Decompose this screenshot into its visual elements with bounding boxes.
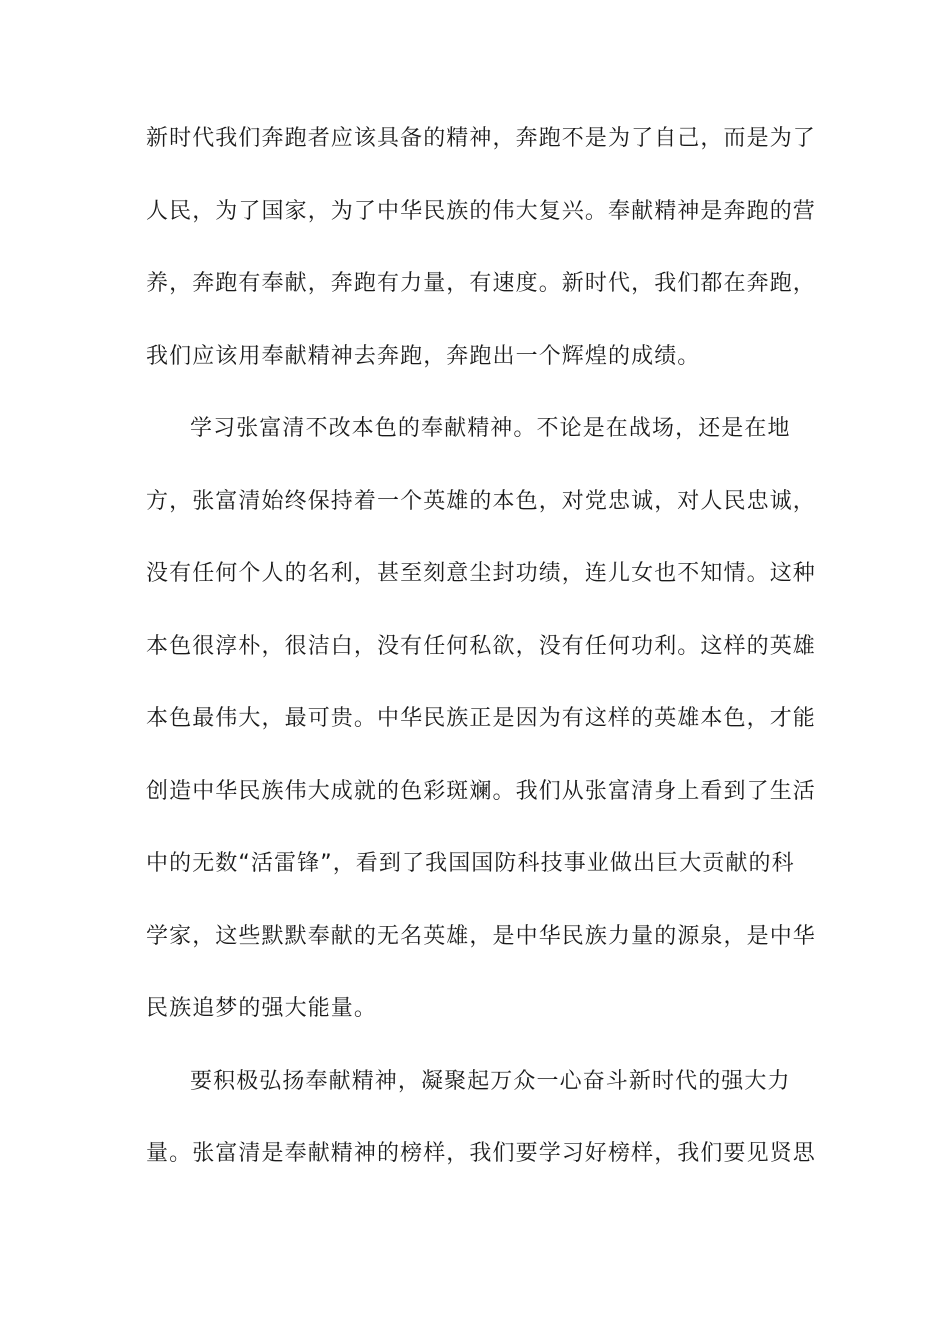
text-line: 没有任何个人的名利，甚至刻意尘封功绩，连儿女也不知情。这种 xyxy=(146,561,816,586)
text-line: 本色很淳朴，很洁白，没有任何私欲，没有任何功利。这样的英雄 xyxy=(146,633,816,659)
paragraph-first-line: 要积极弘扬奉献精神，凝聚起万众一心奋斗新时代的强大力 xyxy=(190,1068,791,1094)
text-line: 本色最伟大，最可贵。中华民族正是因为有这样的英雄本色，才能 xyxy=(146,706,816,731)
paragraph-first-line: 学习张富清不改本色的奉献精神。不论是在战场，还是在地 xyxy=(190,416,791,441)
text-line: 人民，为了国家，为了中华民族的伟大复兴。奉献精神是奔跑的营 xyxy=(146,198,816,224)
text-line: 学家，这些默默奉献的无名英雄，是中华民族力量的源泉，是中华 xyxy=(146,923,816,949)
text-line: 方，张富清始终保持着一个英雄的本色，对党忠诚，对人民忠诚， xyxy=(146,488,816,514)
text-line: 养，奔跑有奉献，奔跑有力量，有速度。新时代，我们都在奔跑， xyxy=(146,271,816,296)
text-line: 创造中华民族伟大成就的色彩斑斓。我们从张富清身上看到了生活 xyxy=(146,778,816,804)
text-line: 中的无数“活雷锋”，看到了我国国防科技事业做出巨大贡献的科 xyxy=(146,851,795,876)
text-line: 民族追梦的强大能量。 xyxy=(146,996,378,1021)
text-line: 我们应该用奉献精神去奔跑，奔跑出一个辉煌的成绩。 xyxy=(146,343,701,369)
text-line: 新时代我们奔跑者应该具备的精神，奔跑不是为了自己，而是为了 xyxy=(146,126,816,151)
text-line: 量。张富清是奉献精神的榜样，我们要学习好榜样，我们要见贤思 xyxy=(146,1141,816,1166)
body-text xyxy=(146,124,816,1212)
